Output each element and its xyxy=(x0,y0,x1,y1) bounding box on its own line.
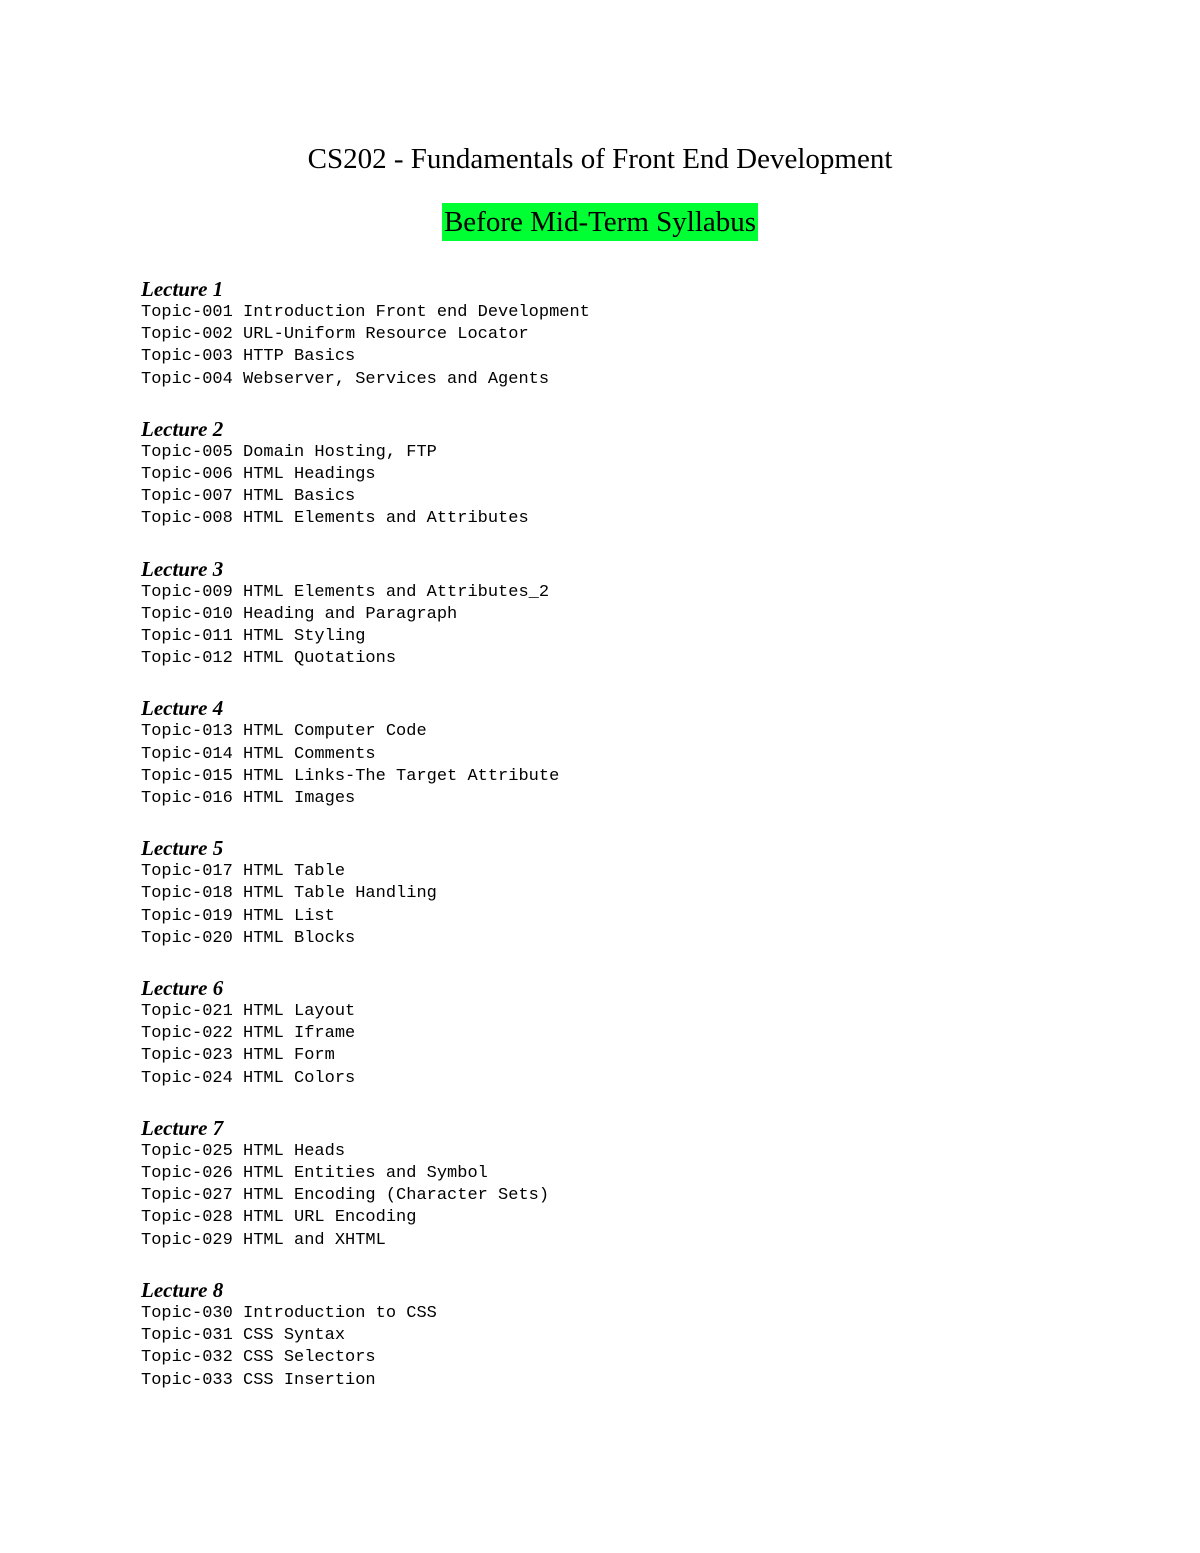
topic-item: Topic-018 HTML Table Handling xyxy=(141,884,437,904)
lecture-heading: Lecture 3 xyxy=(141,556,224,581)
topic-item: Topic-026 HTML Entities and Symbol xyxy=(141,1164,488,1184)
topic-item: Topic-015 HTML Links-The Target Attribute xyxy=(141,766,560,786)
highlighted-subtitle: Before Mid-Term Syllabus xyxy=(442,203,758,241)
lecture-list xyxy=(141,276,1141,1417)
lecture-section xyxy=(141,835,1141,950)
topic-item: Topic-022 HTML Iframe xyxy=(141,1024,356,1044)
lecture-section xyxy=(141,416,1141,531)
topic-item: Topic-023 HTML Form xyxy=(141,1046,335,1066)
topic-item: Topic-033 CSS Insertion xyxy=(141,1370,376,1390)
topic-item: Topic-031 CSS Syntax xyxy=(141,1326,346,1346)
topic-item: Topic-027 HTML Encoding (Character Sets) xyxy=(141,1186,550,1206)
lecture-heading: Lecture 6 xyxy=(141,976,224,1001)
topic-item: Topic-025 HTML Heads xyxy=(141,1141,346,1161)
topic-item: Topic-019 HTML List xyxy=(141,906,335,926)
lecture-section xyxy=(141,1277,1141,1392)
topic-item: Topic-011 HTML Styling xyxy=(141,627,366,647)
lecture-section xyxy=(141,556,1141,671)
topic-item: Topic-003 HTTP Basics xyxy=(141,347,356,367)
lecture-heading: Lecture 1 xyxy=(141,277,224,301)
lecture-heading: Lecture 4 xyxy=(141,696,224,721)
topic-item: Topic-006 HTML Headings xyxy=(141,465,376,485)
topic-item: Topic-020 HTML Blocks xyxy=(141,928,356,948)
topic-item: Topic-014 HTML Comments xyxy=(141,744,376,764)
lecture-section xyxy=(141,276,1141,391)
topic-item: Topic-009 HTML Elements and Attributes_2 xyxy=(141,582,550,602)
topic-item: Topic-021 HTML Layout xyxy=(141,1002,356,1022)
lecture-section xyxy=(141,1115,1141,1252)
topic-item: Topic-010 Heading and Paragraph xyxy=(141,604,458,624)
subtitle-container xyxy=(0,203,1200,241)
lecture-section xyxy=(141,695,1141,810)
topic-item: Topic-005 Domain Hosting, FTP xyxy=(141,442,437,462)
topic-item: Topic-004 Webserver, Services and Agents xyxy=(141,369,550,389)
lecture-section xyxy=(141,975,1141,1090)
document-title: CS202 - Fundamentals of Front End Development xyxy=(307,143,893,175)
lecture-heading: Lecture 5 xyxy=(141,836,224,861)
topic-item: Topic-024 HTML Colors xyxy=(141,1068,356,1088)
topic-item: Topic-007 HTML Basics xyxy=(141,487,356,507)
topic-item: Topic-012 HTML Quotations xyxy=(141,649,397,669)
topic-item: Topic-001 Introduction Front end Development xyxy=(141,303,590,322)
lecture-heading: Lecture 8 xyxy=(141,1277,224,1302)
topic-item: Topic-013 HTML Computer Code xyxy=(141,722,427,742)
topic-item: Topic-002 URL-Uniform Resource Locator xyxy=(141,325,529,345)
topic-item: Topic-032 CSS Selectors xyxy=(141,1348,376,1368)
topic-item: Topic-029 HTML and XHTML xyxy=(141,1230,386,1250)
topic-item: Topic-016 HTML Images xyxy=(141,789,356,809)
topic-item: Topic-028 HTML URL Encoding xyxy=(141,1208,417,1228)
topic-item: Topic-030 Introduction to CSS xyxy=(141,1303,437,1323)
topic-item: Topic-008 HTML Elements and Attributes xyxy=(141,509,529,529)
lecture-heading: Lecture 2 xyxy=(141,416,224,441)
topic-item: Topic-017 HTML Table xyxy=(141,862,346,882)
lecture-heading: Lecture 7 xyxy=(141,1115,224,1140)
